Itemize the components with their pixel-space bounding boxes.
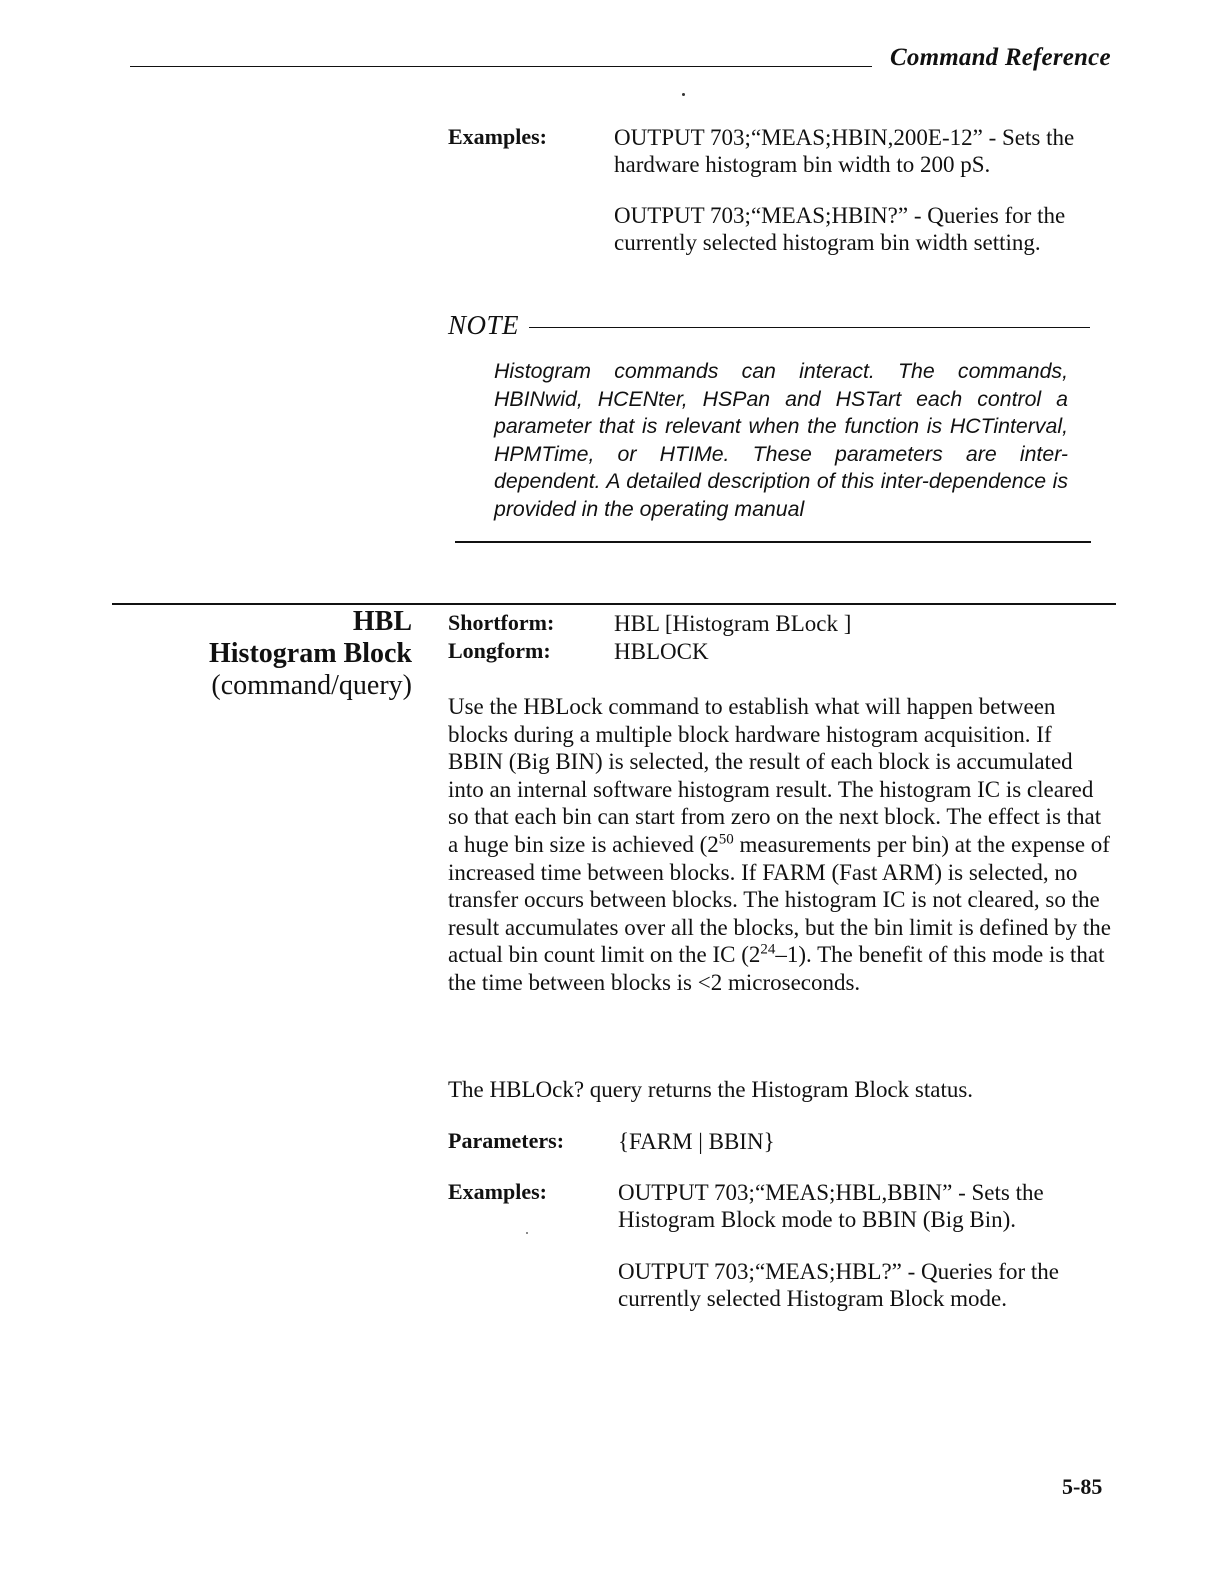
hbl-examples-label: Examples:	[448, 1179, 547, 1204]
hbl-example-query: OUTPUT 703;“MEAS;HBL?” - Queries for the currently selected Histogram Block mode.	[618, 1259, 1059, 1311]
command-name: Histogram Block	[209, 638, 412, 669]
hbin-examples-label: Examples:	[448, 124, 547, 149]
hbl-example-set: OUTPUT 703;“MEAS;HBL,BBIN” - Sets the Histogram Block mode to BBIN (Big Bin).	[618, 1180, 1044, 1232]
description-part-2: measurements per bin) at the expense of increased time between blocks. If FARM (Fast ARM) is selected, no transfer occurs between blocks. The histogram IC is not cleared, so the result accumulates over all the blocks, but the bin limit is defined by the actual bin count limit on the IC (2	[448, 831, 1112, 968]
command-code: HBL	[352, 606, 412, 637]
page-number: 5-85	[1062, 1474, 1103, 1499]
note-title: NOTE	[448, 310, 520, 340]
note-heading-rule	[529, 327, 1090, 328]
exponent-24: 24	[760, 941, 776, 958]
longform-label: Longform:	[448, 638, 551, 663]
hbl-description	[448, 693, 1112, 997]
scan-speck	[682, 93, 685, 96]
description-part-3: –1). The benefit of this mode is that the time between blocks is <2 microseconds.	[448, 942, 1105, 995]
hbl-query-description: The HBLOck? query returns the Histogram Block status.	[448, 1077, 974, 1102]
parameters-label: Parameters:	[448, 1128, 565, 1153]
hbin-example-set: OUTPUT 703;“MEAS;HBIN,200E-12” - Sets the hardware histogram bin width to 200 pS.	[614, 125, 1075, 177]
hbin-example-query: OUTPUT 703;“MEAS;HBIN?” - Queries for the currently selected histogram bin width setting.	[614, 203, 1066, 255]
longform-value: HBLOCK	[614, 639, 709, 664]
note-body: Histogram commands can interact. The commands, HBINwid, HCENter, HSPan and HSTart each control a parameter that is relevant when the function is HCTinterval, HPMTime, or HTIMe. These parameters are inter-dependent. A detailed description of this inter-dependence is provided in the operating manual	[494, 359, 1068, 521]
header-rule	[130, 66, 872, 67]
section-divider	[112, 603, 1116, 605]
running-header-title: Command Reference	[890, 44, 1111, 71]
note-bottom-rule	[455, 541, 1091, 543]
parameters-value: {FARM | BBIN}	[618, 1129, 775, 1154]
note-heading	[448, 310, 1090, 341]
shortform-value: HBL [Histogram BLock ]	[614, 611, 852, 636]
exponent-50: 50	[718, 831, 734, 848]
command-type: (command/query)	[211, 670, 412, 701]
scan-speck	[526, 1232, 528, 1234]
command-heading	[120, 606, 412, 702]
description-part-1: Use the HBLock command to establish what will happen between blocks during a multiple block hardware histogram acquisition. If BBIN (Big BIN) is selected, the result of each block is accumulated into an internal software histogram result. The histogram IC is cleared so that each bin can start from zero on the next block. The effect is that a huge bin size is achieved (2	[448, 694, 1102, 857]
shortform-label: Shortform:	[448, 610, 555, 635]
